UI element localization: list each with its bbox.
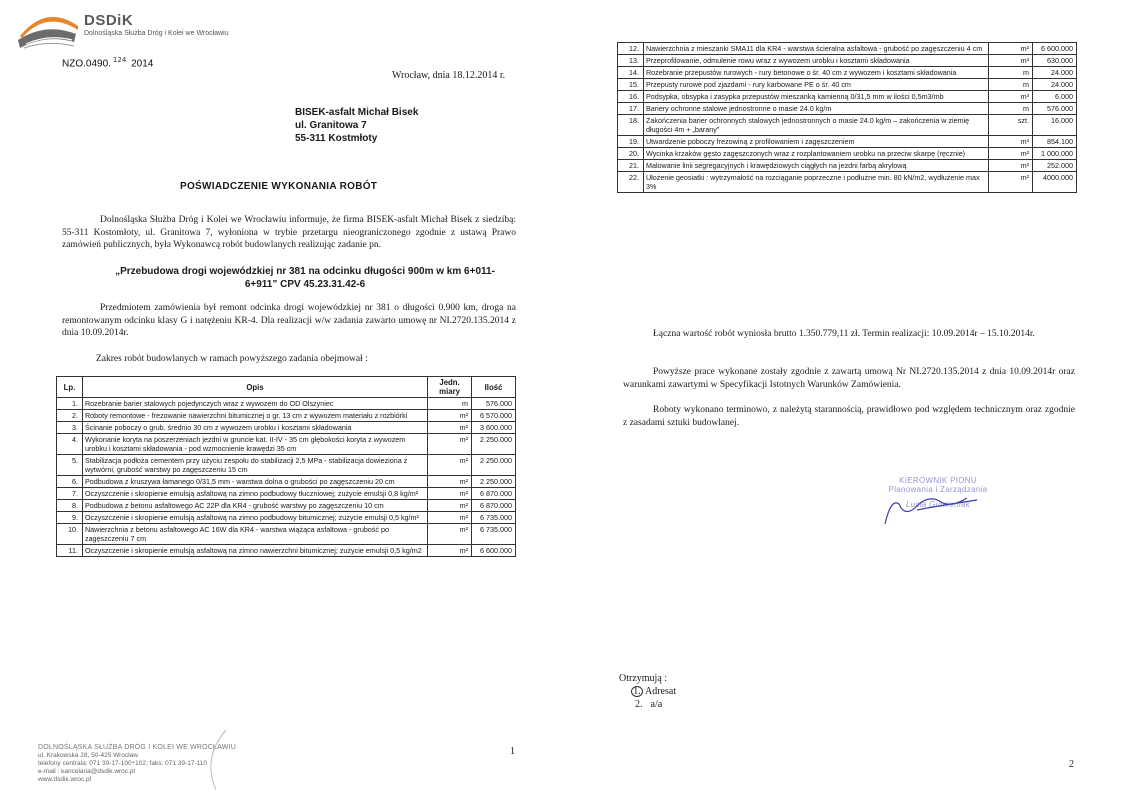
row-lp: 14. bbox=[618, 67, 644, 79]
row-desc: Roboty remontowe - frezowanie nawierzchni bitumicznej o gr. 13 cm z wywozem materiału z rozbiórki bbox=[82, 410, 427, 422]
table-row bbox=[57, 434, 516, 455]
row-lp: 3. bbox=[57, 422, 83, 434]
table-row bbox=[57, 410, 516, 422]
row-qty: 4000.000 bbox=[1033, 172, 1077, 193]
table-row bbox=[618, 43, 1077, 55]
row-desc: Rozebranie przepustów rurowych - rury betonowe o śr. 40 cm z wywozem i kosztami składowania bbox=[643, 67, 988, 79]
recipient-item-1-num: 1. bbox=[631, 686, 643, 697]
recipient-item-2-num: 2. bbox=[635, 699, 643, 710]
reference-number bbox=[62, 56, 153, 69]
row-qty: 16.000 bbox=[1033, 115, 1077, 136]
row-lp: 22. bbox=[618, 172, 644, 193]
table-row bbox=[618, 172, 1077, 193]
table-row bbox=[57, 422, 516, 434]
recipients-title: Otrzymują : bbox=[619, 673, 668, 684]
table-row bbox=[618, 55, 1077, 67]
recipient-item-1 bbox=[619, 685, 676, 698]
row-lp: 18. bbox=[618, 115, 644, 136]
row-unit: m bbox=[428, 398, 472, 410]
recipients-list bbox=[619, 672, 676, 711]
subject-paragraph: Przedmiotem zamówienia był remont odcinka drogi wojewódzkiej nr 381 o długości 0.900 km, droga na remontowanym odcinku klasy G i natężeniu KR-4. Dla realizacji w/w zadania zawarto umowę nr NI.2720.135.2014 z dnia 10.09.2014r. bbox=[62, 303, 516, 338]
row-unit: m³ bbox=[989, 55, 1033, 67]
total-value-paragraph: Łączna wartość robót wyniosła brutto 1.350.779,11 zł. Termin realizacji: 10.09.2014r – 15.10.2014r. bbox=[653, 329, 1035, 339]
row-lp: 13. bbox=[618, 55, 644, 67]
row-desc: Wycinka krzaków gęsto zagęszczonych wraz z rozplantowaniem urobku na przeciw skarpę (ręcznie) bbox=[643, 148, 988, 160]
table-row bbox=[618, 79, 1077, 91]
timeliness-paragraph: Roboty wykonano terminowo, z należytą starannością, prawidłowo pod względem technicznym oraz zgodnie z zasadami sztuki budowlanej. bbox=[623, 405, 1075, 428]
row-desc: Przeprofilowanie, odmulenie rowu wraz z wywozem urobku i kosztami składowania bbox=[643, 55, 988, 67]
row-desc: Podbudowa z betonu asfaltowego AC 22P dla KR4 - grubość warstwy po zagęszczeniu 10 cm bbox=[82, 500, 427, 512]
table-row bbox=[618, 136, 1077, 148]
row-desc: Zakończenia barier ochronnych stalowych jednostronnych o masie 24.0 kg/m – zakończenia w ziemię długości 4m + „barany” bbox=[643, 115, 988, 136]
row-lp: 17. bbox=[618, 103, 644, 115]
row-desc: Malowanie linii segregacyjnych i krawędziowych ciągłych na jezdni farbą akrylową bbox=[643, 160, 988, 172]
row-unit: m² bbox=[428, 422, 472, 434]
table-row bbox=[618, 67, 1077, 79]
row-qty: 2 250.000 bbox=[472, 455, 516, 476]
table-row bbox=[618, 160, 1077, 172]
row-qty: 630.000 bbox=[1033, 55, 1077, 67]
works-table-page1 bbox=[56, 376, 516, 557]
row-unit: m² bbox=[989, 148, 1033, 160]
row-unit: m² bbox=[428, 476, 472, 488]
table-row bbox=[57, 455, 516, 476]
row-lp: 4. bbox=[57, 434, 83, 455]
row-unit: m² bbox=[428, 455, 472, 476]
footer-phones: telefony centrala: 071 39-17-100÷102; faks: 071 39-17-110 bbox=[38, 760, 207, 767]
row-qty: 854.100 bbox=[1033, 136, 1077, 148]
row-qty: 1 000.000 bbox=[1033, 148, 1077, 160]
row-desc: Nawierzchnia z betonu asfaltowego AC 16W dla KR4 - warstwa wiążąca asfaltowa - grubość po zagęszczeniu 7 cm bbox=[82, 524, 427, 545]
table-row bbox=[57, 500, 516, 512]
row-desc: Oczyszczenie i skropienie emulsją asfaltową na zimno podbudowy tłuczniowej; zużycie emulsji 0,8 kg/m² bbox=[82, 488, 427, 500]
recipient-street: ul. Granitowa 7 bbox=[295, 120, 367, 131]
row-lp: 1. bbox=[57, 398, 83, 410]
document-page-2 bbox=[561, 0, 1122, 800]
row-desc: Wykonanie koryta na poszerzeniach jezdni w gruncie kat. II-IV - 35 cm głębokości koryta z wywozem urobku i kosztami składowania - pod wzmocnienie krawędzi 35 cm bbox=[82, 434, 427, 455]
row-qty: 6 735.000 bbox=[472, 524, 516, 545]
row-qty: 252.000 bbox=[1033, 160, 1077, 172]
dsdik-emblem-icon bbox=[16, 8, 82, 58]
row-desc: Podbudowa z kruszywa łamanego 0/31,5 mm - warstwa dolna o grubości po zagęszczeniu 20 cm bbox=[82, 476, 427, 488]
table-row bbox=[57, 512, 516, 524]
row-lp: 9. bbox=[57, 512, 83, 524]
row-lp: 20. bbox=[618, 148, 644, 160]
row-unit: m² bbox=[428, 410, 472, 422]
row-desc: Podsypka, obsypka i zasypka przepustów mieszanką kamienną 0/31,5 mm w ilości 0,5m3/mb bbox=[643, 91, 988, 103]
stamp-line1: KIEROWNIK PIONU bbox=[899, 476, 977, 485]
conformity-paragraph: Powyższe prace wykonane zostały zgodnie z zawartą umową Nr NI.2720.135.2014 z dnia 10.09.2014r oraz warunkami zawartymi w Specyfikacji Istotnych Warunków Zamówienia. bbox=[623, 367, 1075, 390]
table-row bbox=[618, 103, 1077, 115]
works-table-page2 bbox=[617, 42, 1077, 193]
logo-subtitle: Dolnośląska Służba Dróg i Kolei we Wrocławiu bbox=[84, 30, 229, 37]
row-unit: m² bbox=[428, 500, 472, 512]
row-unit: m bbox=[989, 79, 1033, 91]
row-qty: 576.000 bbox=[1033, 103, 1077, 115]
project-name-line2: 6+911” CPV 45.23.31.42-6 bbox=[244, 279, 366, 290]
row-unit: m³ bbox=[989, 91, 1033, 103]
table-row bbox=[618, 91, 1077, 103]
row-desc: Stabilizacja podłoża cementem przy użyciu zespołu do stabilizacji 2,5 MPa - stabilizacja dowieziona z wytwórni, grubość warstwy po zagęszczeniu 15 cm bbox=[82, 455, 427, 476]
row-lp: 19. bbox=[618, 136, 644, 148]
signature-icon bbox=[877, 484, 997, 530]
row-unit: m² bbox=[989, 160, 1033, 172]
footer-curve-icon bbox=[196, 728, 236, 792]
stamp-line3: Lucia Gumieniak bbox=[905, 500, 971, 509]
row-unit: m² bbox=[428, 434, 472, 455]
row-unit: m bbox=[989, 67, 1033, 79]
row-unit: m² bbox=[428, 512, 472, 524]
row-desc: Ułożenie geosiatki : wytrzymałość na rozciąganie poprzeczne i podłużne min. 80 kN/m2, wydłużenie max 3% bbox=[643, 172, 988, 193]
recipient-item-2 bbox=[619, 698, 676, 711]
page-number: 2 bbox=[1069, 759, 1074, 770]
row-unit: m bbox=[989, 103, 1033, 115]
header-unit: Jedn. miary bbox=[428, 377, 472, 398]
table-row bbox=[57, 476, 516, 488]
row-unit: m³ bbox=[989, 136, 1033, 148]
row-qty: 24.000 bbox=[1033, 79, 1077, 91]
table-row bbox=[618, 115, 1077, 136]
row-lp: 7. bbox=[57, 488, 83, 500]
row-lp: 10. bbox=[57, 524, 83, 545]
recipient-address bbox=[295, 106, 418, 145]
row-qty: 6 735.000 bbox=[472, 512, 516, 524]
stamp-line2: Planowania i Zarządzania bbox=[888, 485, 988, 494]
row-qty: 576.000 bbox=[472, 398, 516, 410]
row-lp: 5. bbox=[57, 455, 83, 476]
row-desc: Oczyszczenie i skropienie emulsją asfaltową na zimno nawierzchni bitumicznej; zużycie emulsji 0,5 kg/m2 bbox=[82, 545, 427, 557]
row-unit: m² bbox=[428, 524, 472, 545]
table-row bbox=[618, 148, 1077, 160]
intro-paragraph: Dolnośląska Służba Dróg i Kolei we Wrocławiu informuje, że firma BISEK-asfalt Michał Bisek z siedzibą: 55-311 Kostomłoty, ul. Granitowa 7, wyłoniona w trybie przetargu nieograniczonego zgodnie z ustawą Prawo zamówień publicznych, była Wykonawcą robót budowlanych realizując zadanie pn. bbox=[62, 215, 516, 250]
row-qty: 2 250.000 bbox=[472, 434, 516, 455]
project-name-line1: „Przebudowa drogi wojewódzkiej nr 381 na odcinku długości 900m w km 6+011- bbox=[115, 266, 495, 277]
row-unit: m² bbox=[989, 172, 1033, 193]
reference-prefix: NZO.0490. bbox=[62, 58, 111, 70]
row-lp: 15. bbox=[618, 79, 644, 91]
row-qty: 2 250.000 bbox=[472, 476, 516, 488]
recipient-item-1-label: Adresat bbox=[645, 686, 677, 697]
footer-website: www.dsdik.wroc.pl bbox=[38, 776, 92, 783]
row-desc: Utwardzenie poboczy frezowiną z profilowaniem i zagęszczeniem bbox=[643, 136, 988, 148]
header-desc: Opis bbox=[82, 377, 427, 398]
reference-year: 2014 bbox=[131, 58, 154, 70]
row-qty: 6 870.000 bbox=[472, 500, 516, 512]
reference-handwritten: 124 bbox=[112, 56, 127, 64]
row-unit: m² bbox=[989, 43, 1033, 55]
row-qty: 3 600.000 bbox=[472, 422, 516, 434]
header-qty: Ilość bbox=[472, 377, 516, 398]
table-row bbox=[57, 398, 516, 410]
row-desc: Bariery ochronne stalowe jednostronne o masie 24.0 kg/m bbox=[643, 103, 988, 115]
footer-address: ul. Krakowska 28, 50-425 Wrocław bbox=[38, 752, 138, 759]
row-qty: 6 600.000 bbox=[1033, 43, 1077, 55]
recipient-name: BISEK-asfalt Michał Bisek bbox=[295, 107, 419, 118]
row-qty: 6 570.000 bbox=[472, 410, 516, 422]
header-lp: Lp. bbox=[57, 377, 83, 398]
row-unit: szt. bbox=[989, 115, 1033, 136]
table-row bbox=[57, 524, 516, 545]
row-lp: 16. bbox=[618, 91, 644, 103]
logo-name: DSDiK bbox=[84, 12, 134, 29]
row-qty: 6 870.000 bbox=[472, 488, 516, 500]
row-desc: Oczyszczenie i skropienie emulsją asfaltową na zimno podbudowy bitumicznej; zużycie emulsji 0,5 kg/m² bbox=[82, 512, 427, 524]
footer-email: e-mail : kancelaria@dsdik.wroc.pl bbox=[38, 768, 135, 775]
row-desc: Rozebranie barier stalowych pojedynczych wraz z wywozem do OD Olszyniec bbox=[82, 398, 427, 410]
row-lp: 8. bbox=[57, 500, 83, 512]
row-unit: m² bbox=[428, 488, 472, 500]
row-qty: 24.000 bbox=[1033, 67, 1077, 79]
date-line: Wrocław, dnia 18.12.2014 r. bbox=[392, 70, 506, 81]
table-row bbox=[57, 488, 516, 500]
project-name bbox=[100, 265, 510, 291]
row-lp: 2. bbox=[57, 410, 83, 422]
row-unit: m² bbox=[428, 545, 472, 557]
row-lp: 12. bbox=[618, 43, 644, 55]
row-desc: Ścinanie poboczy o grub. średnio 30 cm z wywozem urobku i kosztami składowania bbox=[82, 422, 427, 434]
row-lp: 6. bbox=[57, 476, 83, 488]
table-row bbox=[57, 545, 516, 557]
footer-org: DOLNOŚLĄSKA SŁUŻBA DRÓG I KOLEI WE WROCŁAWIU bbox=[38, 744, 236, 751]
row-qty: 6 600.000 bbox=[472, 545, 516, 557]
scope-paragraph: Zakres robót budowlanych w ramach powyższego zadania obejmował : bbox=[96, 354, 368, 364]
document-title: POŚWIADCZENIE WYKONANIA ROBÓT bbox=[180, 181, 378, 192]
table-header-row bbox=[57, 377, 516, 398]
recipient-city: 55-311 Kostmłoty bbox=[295, 133, 378, 144]
page-number: 1 bbox=[510, 746, 515, 757]
row-desc: Nawierzchnia z mieszanki SMA11 dla KR4 - warstwa ścieralna asfaltowa - grubość po zagęszczeniu 4 cm bbox=[643, 43, 988, 55]
recipient-item-2-label: a/a bbox=[650, 699, 663, 710]
row-lp: 11. bbox=[57, 545, 83, 557]
row-desc: Przepusty rurowe pod zjazdami - rury karbowane PE o śr. 40 cm bbox=[643, 79, 988, 91]
row-qty: 6.000 bbox=[1033, 91, 1077, 103]
dsdik-logo bbox=[16, 8, 256, 60]
row-lp: 21. bbox=[618, 160, 644, 172]
